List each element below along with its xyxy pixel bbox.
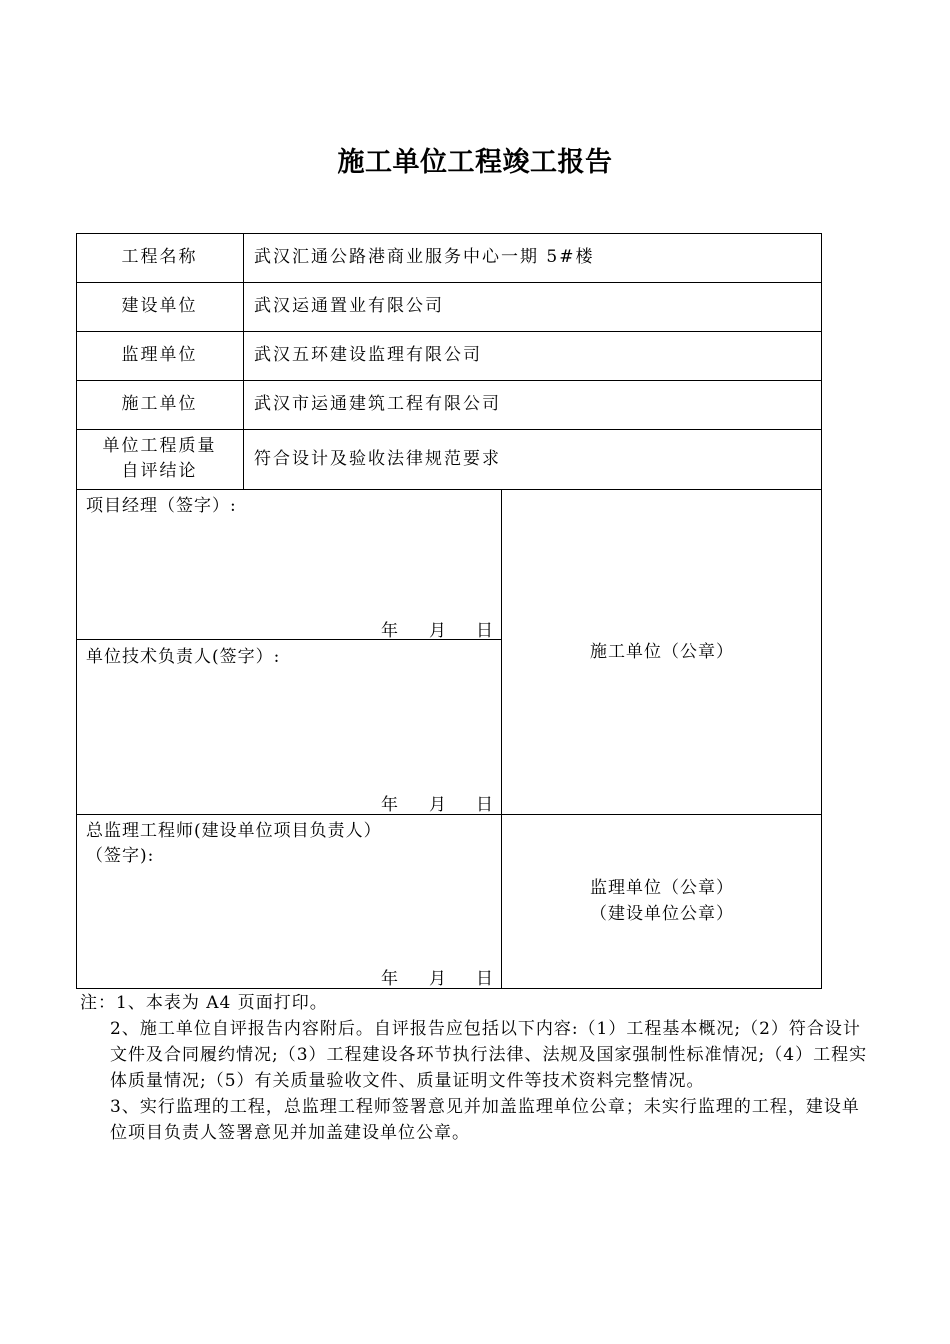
value-contractor: 武汉市运通建筑工程有限公司 [254,394,501,414]
row-divider [76,489,822,490]
date-year: 年 [381,621,398,641]
tech-date [76,790,501,815]
value-owner: 武汉运通置业有限公司 [254,296,444,316]
label-supervisor: 监理单位 [121,345,198,365]
row-divider [76,331,822,332]
date-day: 日 [476,969,493,989]
contractor-seal: 施工单位（公章） [590,642,734,662]
row-divider [76,380,822,381]
chief-signature-label-line1: 总监理工程师(建设单位项目负责人） [86,821,382,841]
notes-section [80,990,870,1146]
supervisor-seal: 监理单位（公章） [590,878,734,898]
value-supervisor: 武汉五环建设监理有限公司 [254,345,482,365]
label-project-name: 工程名称 [121,247,198,267]
date-day: 日 [476,795,493,815]
label-quality-line2: 自评结论 [121,461,198,481]
owner-seal: （建设单位公章） [590,904,734,924]
label-owner: 建设单位 [121,296,198,316]
tech-signature-label: 单位技术负责人(签字）: [86,647,281,667]
note-2: 2、施工单位自评报告内容附后。自评报告应包括以下内容:（1）工程基本概况;（2）符合设计文件及合同履约情况;（3）工程建设各环节执行法律、法规及国家强制性标准情况;（4）工程实体质量情况;（5）有关质量验收文件、质量证明文件等技术资料完整情况。 [110,1019,868,1091]
date-year: 年 [381,795,398,815]
note-1: 注：1、本表为 A4 页面打印。 [80,993,328,1013]
table-border-bottom [76,988,822,989]
row-divider [76,814,822,815]
label-contractor: 施工单位 [121,394,198,414]
note-3: 3、实行监理的工程，总监理工程师签署意见并加盖监理单位公章；未实行监理的工程，建设单位项目负责人签署意见并加盖建设单位公章。 [110,1097,860,1143]
column-divider [243,233,244,489]
date-month: 月 [429,969,446,989]
label-quality-line1: 单位工程质量 [102,436,217,456]
date-year: 年 [381,969,398,989]
report-table [76,233,822,989]
date-month: 月 [429,795,446,815]
value-quality: 符合设计及验收法律规范要求 [254,449,501,469]
date-day: 日 [476,621,493,641]
date-month: 月 [429,621,446,641]
row-divider [76,282,822,283]
value-project-name: 武汉汇通公路港商业服务中心一期 5#楼 [254,247,595,267]
chief-date [76,964,501,989]
chief-signature-label-line2: （签字): [86,846,155,866]
row-divider [76,429,822,430]
table-border-top [76,233,822,234]
pm-signature-label: 项目经理（签字）: [86,496,237,516]
page-title: 施工单位工程竣工报告 [337,147,613,178]
pm-date [76,616,501,641]
